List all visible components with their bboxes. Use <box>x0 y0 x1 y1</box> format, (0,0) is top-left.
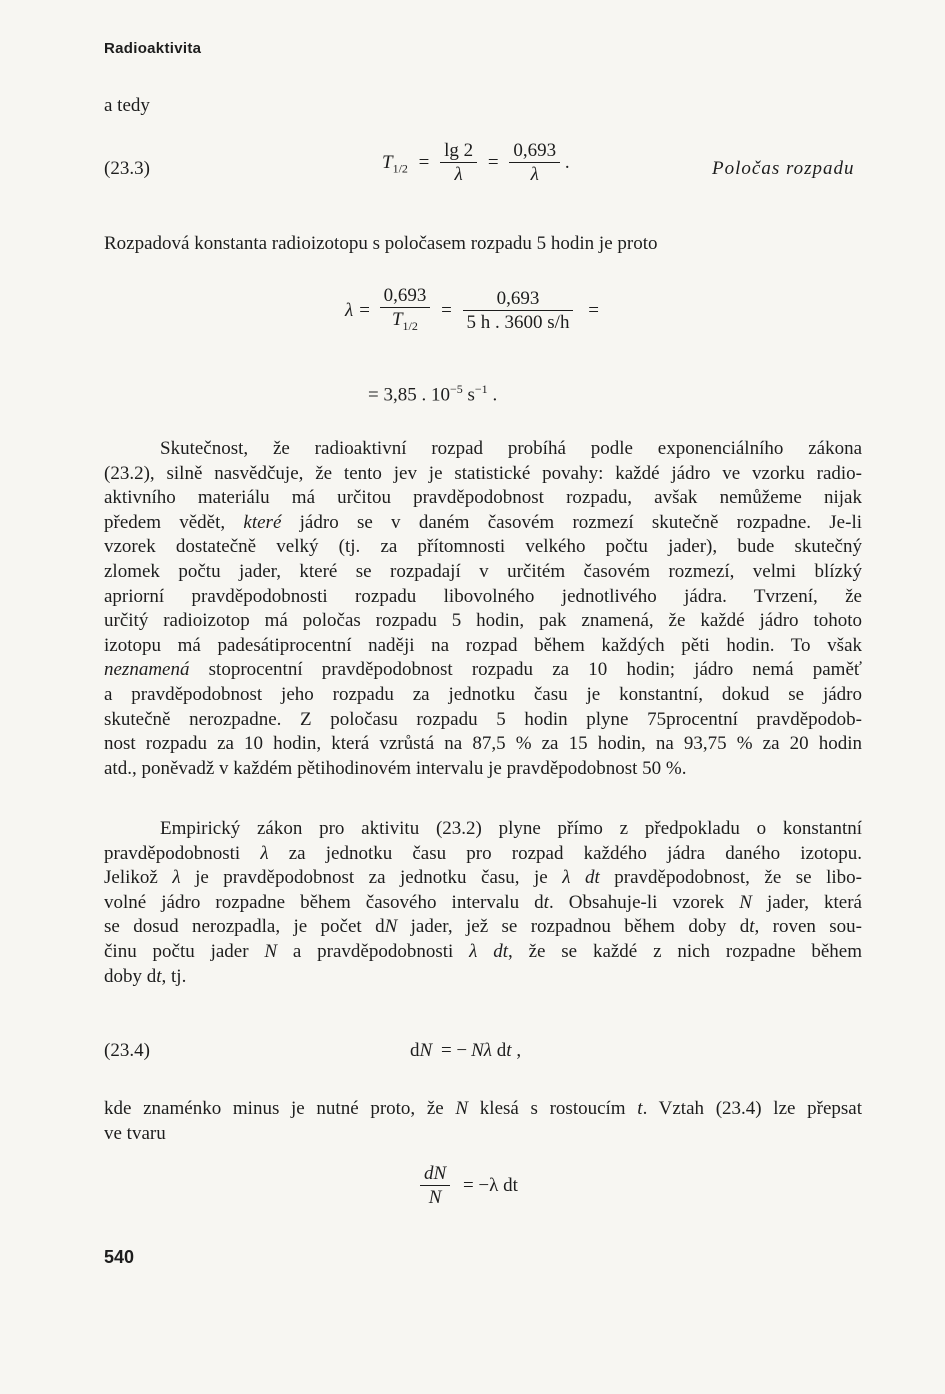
paragraph-3 <box>104 1098 862 1147</box>
text-line: izotopu má padesátiprocentní naději na rozpad během každých pěti hodin. To však <box>104 634 862 656</box>
text-line: nost rozpadu za 10 hodin, která vzrůstá na 87,5 % za 15 hodin, na 93,75 % za 20 hodin <box>104 733 862 755</box>
text-line: (23.2), silně nasvědčuje, že tento jev je statistické povahy: každé jádro ve vzorku radio- <box>104 462 862 484</box>
equation-number-23-4: (23.4) <box>104 1040 150 1061</box>
text-line: a pravděpodobnost jeho rozpadu za jednotku času je konstantní, dokud se jádro <box>104 683 862 705</box>
equation-number-23-3: (23.3) <box>104 158 150 179</box>
paragraph-2 <box>104 818 862 990</box>
text-line: atd., poněvadž v každém pětihodinovém intervalu je pravděpodobnost 50 %. <box>104 757 687 779</box>
equals-sign: = <box>588 299 599 321</box>
text-line: Skutečnost, že radioaktivní rozpad probíhá podle exponenciálního zákona <box>160 438 862 459</box>
fraction-denominator: N <box>428 1187 442 1208</box>
equation-dn-over-n <box>420 1163 518 1210</box>
half-life-symbol: T <box>382 151 393 173</box>
text-line: kde znaménko minus je nutné proto, že N klesá s rostoucím t. Vztah (23.4) lze přepsat <box>104 1098 862 1119</box>
fraction-lg2-lambda <box>440 140 477 187</box>
fraction-numerator: 0,693 <box>380 285 431 308</box>
text-line: aktivního materiálu má určitou pravděpodobnost rozpadu, avšak nemůžeme nijak <box>104 487 862 509</box>
equation-rhs: = −λ dt <box>462 1174 518 1196</box>
result-unit: s <box>462 384 475 406</box>
equation-23-4: dN = − Nλ dt , <box>410 1040 522 1061</box>
running-header: Radioaktivita <box>104 40 202 57</box>
half-life-subscript: 1/2 <box>392 161 408 176</box>
text-line: ve tvaru <box>104 1122 166 1144</box>
fraction-denominator <box>380 308 431 338</box>
intro-text: a tedy <box>104 95 150 116</box>
equals-sign: = <box>487 151 499 173</box>
text-line: zlomek počtu jader, které se rozpadají v určitém časovém rozmezí, velmi blízký <box>104 560 862 582</box>
text-line: pravděpodobnosti λ za jednotku času pro rozpad každého jádra daného izotopu. <box>104 842 862 864</box>
page-number: 540 <box>104 1247 135 1267</box>
half-life-symbol: T <box>391 309 403 330</box>
text-line: apriorní pravděpodobnosti rozpadu libovolného jednotlivého jádra. Tvrzení, že <box>104 585 862 607</box>
lambda-result <box>368 382 497 406</box>
half-life-subscript: 1/2 <box>402 318 418 333</box>
fraction-denominator: λ <box>454 164 463 185</box>
text-line: neznamená stoprocentní pravděpodobnost rozpadu za 10 hodin; jádro nemá paměť <box>104 659 862 681</box>
result-unit-exponent: −1 <box>474 382 488 396</box>
text-line: doby dt, tj. <box>104 965 187 987</box>
fraction-numerator: lg 2 <box>440 140 477 163</box>
lambda-lhs: λ = <box>345 299 371 321</box>
equals-sign: = <box>441 299 452 321</box>
text-line: vzorek dostatečně velký (tj. za přítomnosti velkého počtu jader), bude skutečný <box>104 536 862 558</box>
paragraph-1 <box>104 438 862 782</box>
margin-note: Poločas rozpadu <box>712 158 855 179</box>
fraction-numerator: dN <box>420 1163 450 1186</box>
fraction-numerator: 0,693 <box>509 140 560 163</box>
text-line: volné jádro rozpadne během časového intervalu dt. Obsahuje-li vzorek N jader, která <box>104 891 862 913</box>
text-line: předem vědět, které jádro se v daném časovém rozmezí skutečně rozpadne. Je-li <box>104 511 862 533</box>
fraction-0693-lambda <box>509 140 560 187</box>
text-line: skutečně nerozpadne. Z poločasu rozpadu 5 hodin plyne 75procentní pravděpodob- <box>104 708 862 730</box>
fraction-numerator: 0,693 <box>463 288 574 311</box>
rozpad-sentence: Rozpadová konstanta radioizotopu s poločasem rozpadu 5 hodin je proto <box>104 233 658 254</box>
result-value: = 3,85 . 10 <box>368 384 450 406</box>
period: . <box>564 151 570 173</box>
fraction-0693-t12 <box>380 285 431 338</box>
equation-23-3 <box>382 140 570 187</box>
lambda-calculation <box>345 285 599 338</box>
text-line: se dosud nerozpadla, je počet dN jader, jež se rozpadnou během doby dt, roven sou- <box>104 916 862 938</box>
fraction-dn-n <box>420 1163 450 1210</box>
text-line: Empirický zákon pro aktivitu (23.2) plyne přímo z předpokladu o konstantní <box>160 818 862 839</box>
equals-sign: = <box>418 151 430 173</box>
result-exponent: −5 <box>449 382 463 396</box>
text-line: činu počtu jader N a pravděpodobnosti λ dt, že se každé z nich rozpadne během <box>104 940 862 962</box>
period: . <box>487 384 498 406</box>
fraction-denominator: λ <box>530 164 539 185</box>
text-line: určitý radioizotop má poločas rozpadu 5 hodin, pak znamená, že každé jádro tohoto <box>104 610 862 632</box>
fraction-0693-seconds <box>463 288 574 335</box>
fraction-denominator: 5 h . 3600 s/h <box>466 311 570 333</box>
text-line: Jelikož λ je pravděpodobnost za jednotku času, je λ dt pravděpodobnost, že se libo- <box>104 867 862 889</box>
